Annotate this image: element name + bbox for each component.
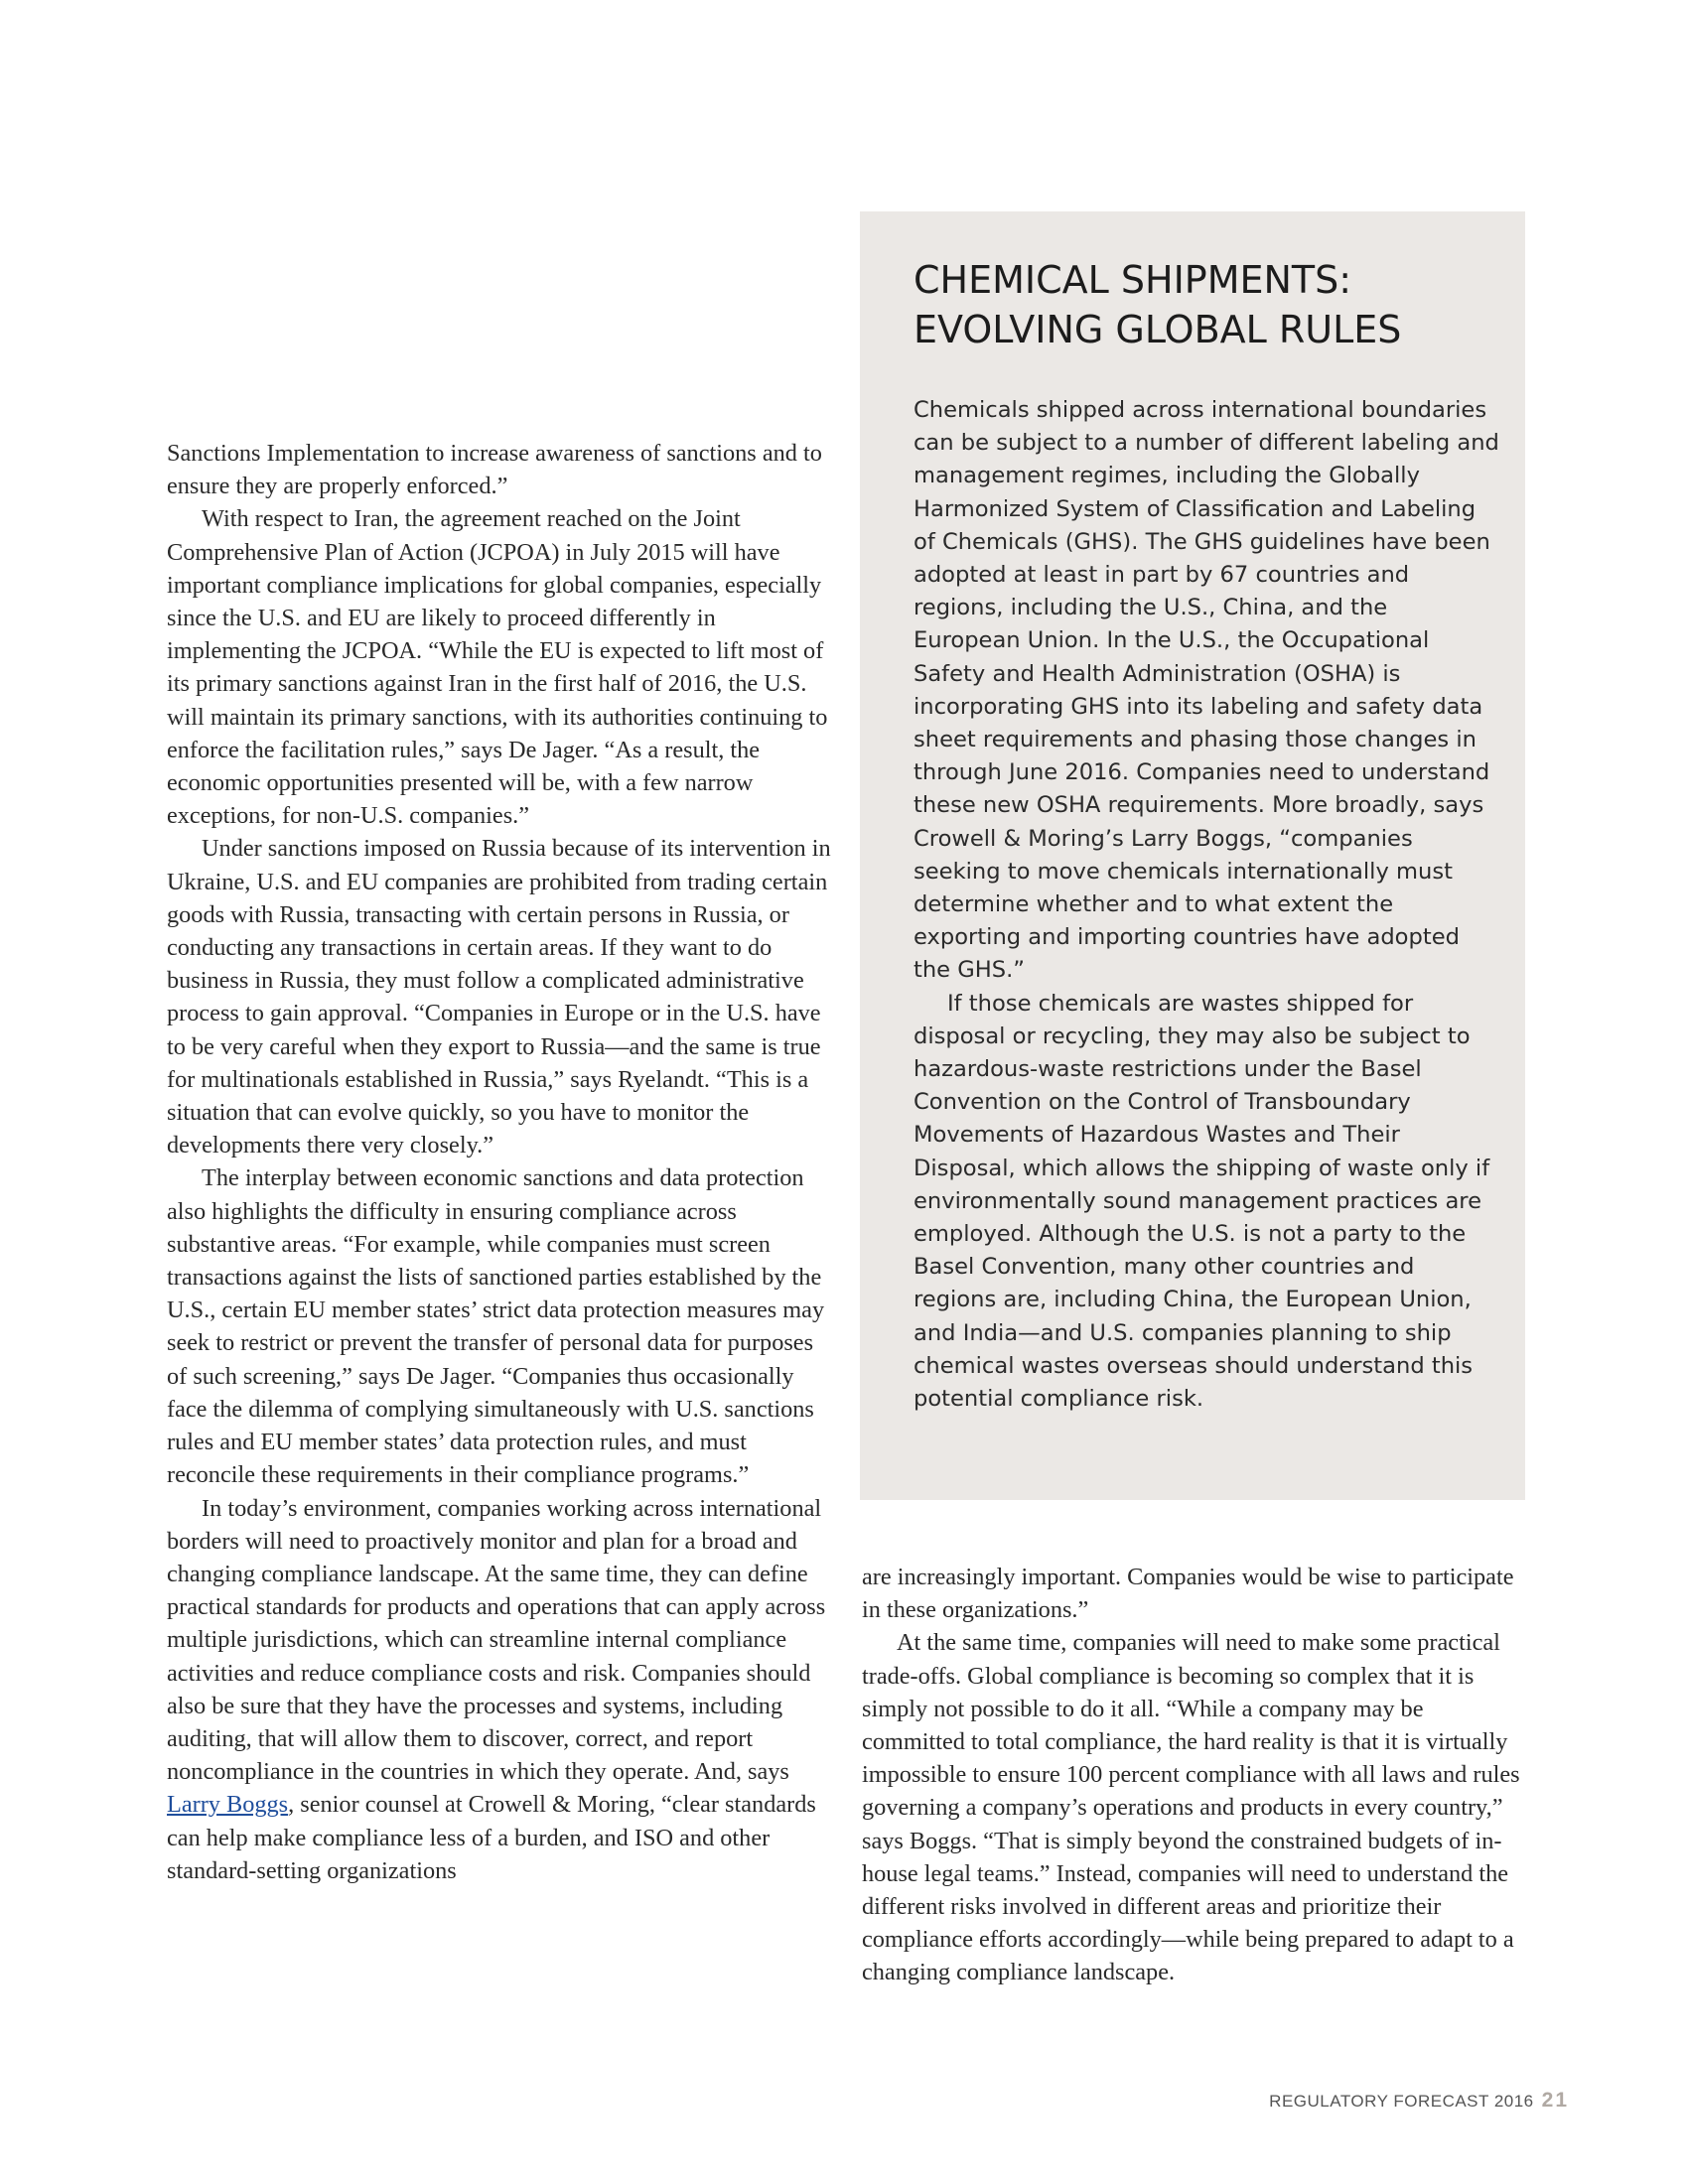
paragraph: With respect to Iran, the agreement reached on the Joint Comprehensive Plan of Action (JCPOA) in July 2015 will have important compliance implications for global companies, especially since the U.S. and EU are likely to proceed differently in implementing the JCPOA. “While the EU is expected to lift most of its primary sanctions against Iran in the first half of 2016, the U.S. will maintain its primary sanctions, with its authorities continuing to enforce the facilitation rules,” says De Jager. “As a result, the economic opportunities presented will be, with a few narrow exceptions, for non-U.S. companies.” bbox=[167, 505, 828, 830]
left-column bbox=[167, 437, 832, 1887]
sidebar-paragraph: If those chemicals are wastes shipped for disposal or recycling, they may also be subject to hazardous-waste restrictions under the Basel Convention on the Control of Transboundary Movements of Hazardous Wastes and Their Disposal, which allows the shipping of waste only if environmentally sound management practices are employed. Although the U.S. is not a party to the Basel Convention, many other countries and regions are, including China, the European Union, and India—and U.S. companies planning to ship chemical wastes overseas should understand this potential compliance risk. bbox=[914, 990, 1490, 1413]
paragraph: are increasingly important. Companies would be wise to participate in these organizations.” bbox=[862, 1564, 1514, 1624]
sidebar-title-line: CHEMICAL SHIPMENTS: bbox=[914, 258, 1352, 302]
sidebar-title bbox=[914, 255, 1489, 354]
paragraph: The interplay between economic sanctions and data protection also highlights the difficulty in ensuring compliance across substantive areas. “For example, while companies must screen transactions against the lists of sanctioned parties established by the U.S., certain EU member states’ strict data protection measures may seek to restrict or prevent the transfer of personal data for purposes of such screening,” says De Jager. “Companies thus occasionally face the dilemma of complying simultaneously with U.S. sanctions rules and EU member states’ data protection rules, and must reconcile these requirements in their compliance programs.” bbox=[167, 1164, 825, 1489]
paragraph bbox=[167, 1492, 832, 1887]
paragraph: Sanctions Implementation to increase awareness of sanctions and to ensure they are properly enforced.” bbox=[167, 440, 822, 500]
paragraph: At the same time, companies will need to make some practical trade-offs. Global compliance is becoming so complex that it is simply not possible to do it all. “While a company may be committed to total compliance, the hard reality is that it is virtually impossible to ensure 100 percent compliance with all laws and rules governing a company’s operations and products in every country,” says Boggs. “That is simply beyond the constrained budgets of in-house legal teams.” Instead, companies will need to understand the different risks involved in different areas and prioritize their compliance efforts accordingly—while being prepared to adapt to a changing compliance landscape. bbox=[862, 1629, 1520, 1986]
paragraph-text: , senior counsel at Crowell & Moring, “clear standards can help make compliance less of a burden, and ISO and other standard-setting organizations bbox=[167, 1791, 816, 1884]
paragraph: Under sanctions imposed on Russia because of its intervention in Ukraine, U.S. and EU companies are prohibited from trading certain goods with Russia, transacting with certain persons in Russia, or conducting any transactions in certain areas. If they want to do business in Russia, they must follow a complicated administrative process to gain approval. “Companies in Europe or in the U.S. have to be very careful when they export to Russia—and the same is true for multinationals established in Russia,” says Ryelandt. “This is a situation that can evolve quickly, so you have to monitor the developments there very closely.” bbox=[167, 835, 831, 1160]
page-number: 21 bbox=[1541, 2089, 1569, 2112]
footer-label: REGULATORY FORECAST 2016 bbox=[1269, 2092, 1534, 2111]
sidebar-body bbox=[914, 394, 1499, 1416]
right-column bbox=[862, 1561, 1527, 1989]
sidebar-title-line: EVOLVING GLOBAL RULES bbox=[914, 308, 1402, 351]
paragraph-text: In today’s environment, companies working across international borders will need to proactively monitor and plan for a broad and changing compliance landscape. At the same time, they can define practical standards for products and operations that can apply across multiple jurisdictions, which can streamline internal compliance activities and reduce compliance costs and risk. Companies should also be sure that they have the processes and systems, including auditing, that will allow them to discover, correct, and report noncompliance in the countries in which they operate. And, says bbox=[167, 1494, 826, 1786]
sidebar-paragraph: Chemicals shipped across international boundaries can be subject to a number of different labeling and management regimes, including the Globally Harmonized System of Classification and Labeling of Chemicals (GHS). The GHS guidelines have been adopted at least in part by 67 countries and regions, including the U.S., China, and the European Union. In the U.S., the Occupational Safety and Health Administration (OSHA) is incorporating GHS into its labeling and safety data sheet requirements and phasing those changes in through June 2016. Companies need to understand these new OSHA requirements. More broadly, says Crowell & Moring’s Larry Boggs, “companies seeking to move chemicals internationally must determine whether and to what extent the exporting and importing countries have adopted the GHS.” bbox=[914, 397, 1499, 984]
larry-boggs-link[interactable]: Larry Boggs bbox=[167, 1791, 289, 1819]
page-footer bbox=[1269, 2089, 1569, 2113]
sidebar-box bbox=[860, 211, 1525, 1500]
